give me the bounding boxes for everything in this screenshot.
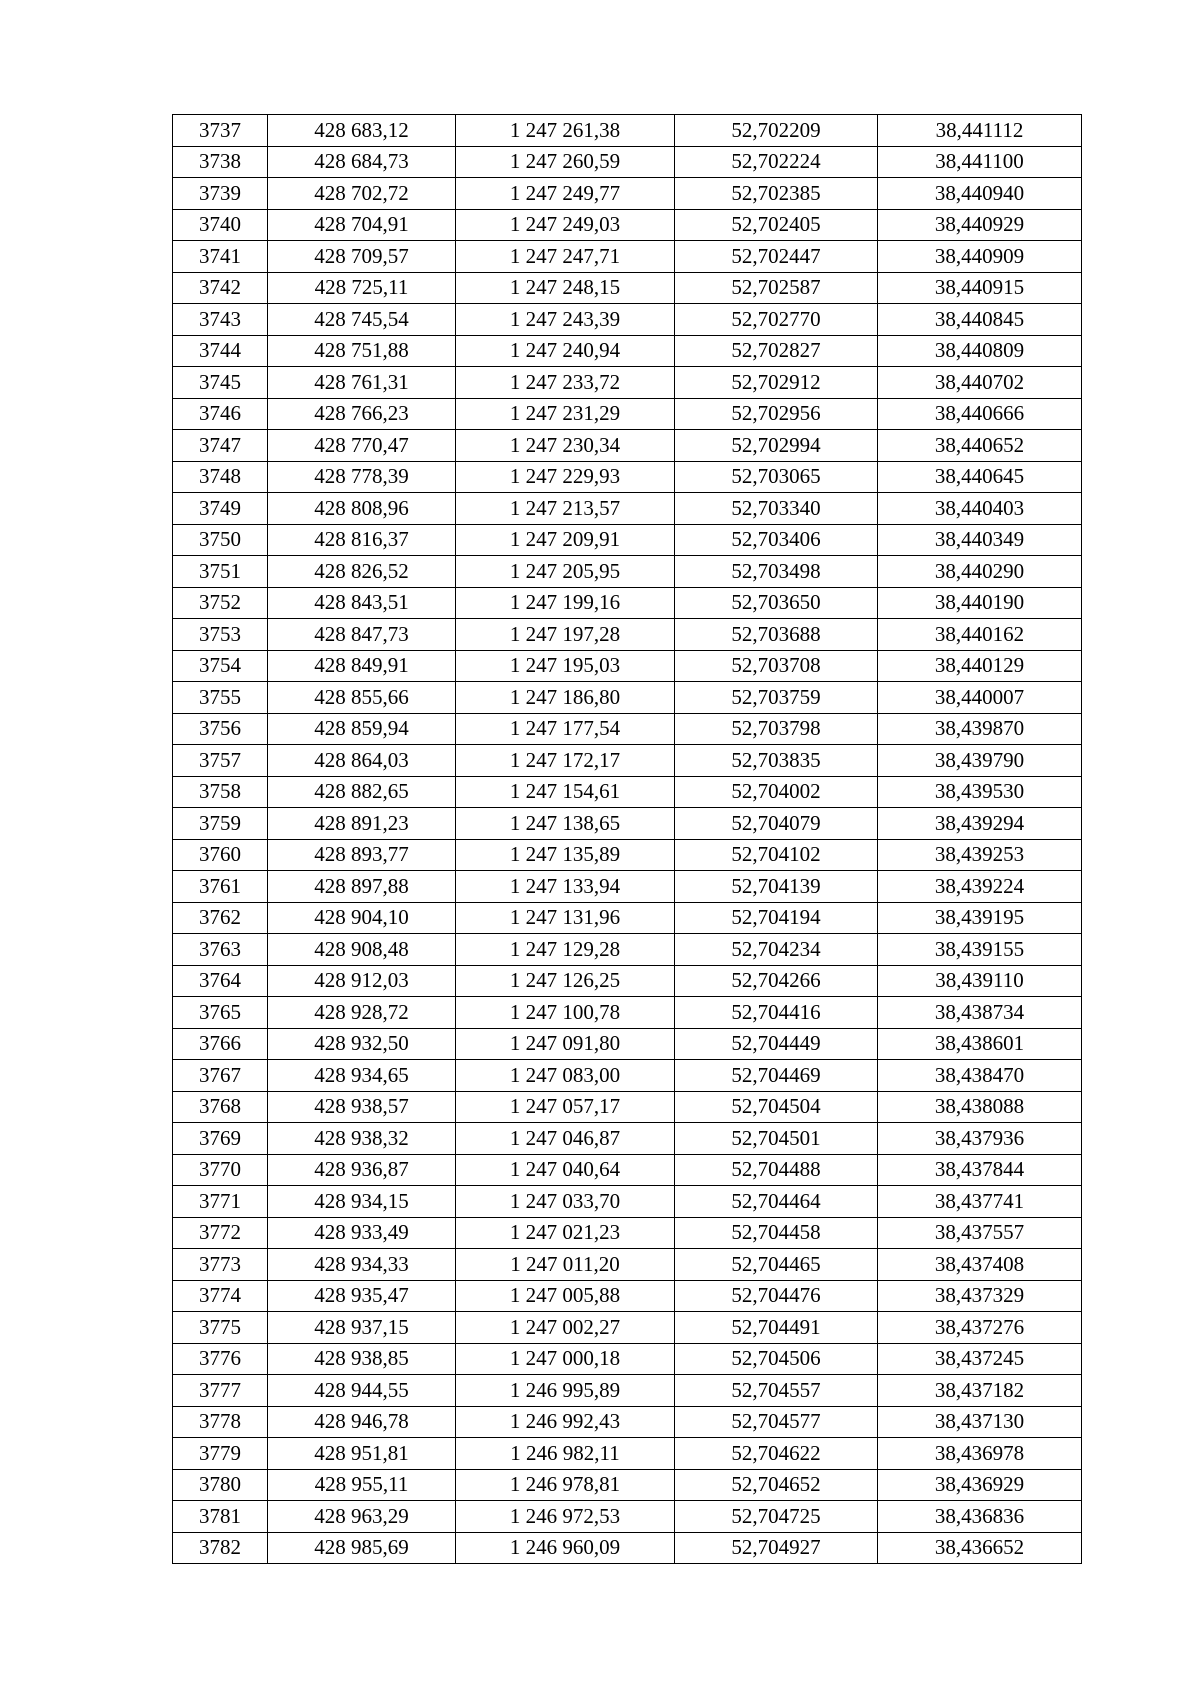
table-row <box>173 1060 1082 1092</box>
longitude-cell: 38,439195 <box>878 902 1082 934</box>
latitude-cell: 52,704194 <box>675 902 878 934</box>
y-coordinate-cell: 1 247 195,03 <box>456 650 675 682</box>
point-number-cell: 3766 <box>173 1028 268 1060</box>
point-number-cell: 3771 <box>173 1186 268 1218</box>
longitude-cell: 38,440702 <box>878 367 1082 399</box>
table-row <box>173 871 1082 903</box>
longitude-cell: 38,439790 <box>878 745 1082 777</box>
longitude-cell: 38,436929 <box>878 1469 1082 1501</box>
table-row <box>173 430 1082 462</box>
point-number-cell: 3767 <box>173 1060 268 1092</box>
x-coordinate-cell: 428 751,88 <box>268 335 456 367</box>
table-row <box>173 745 1082 777</box>
table-row <box>173 493 1082 525</box>
point-number-cell: 3765 <box>173 997 268 1029</box>
y-coordinate-cell: 1 247 261,38 <box>456 115 675 147</box>
table-row <box>173 682 1082 714</box>
table-row <box>173 902 1082 934</box>
table-row <box>173 1375 1082 1407</box>
longitude-cell: 38,438601 <box>878 1028 1082 1060</box>
latitude-cell: 52,704469 <box>675 1060 878 1092</box>
x-coordinate-cell: 428 938,57 <box>268 1091 456 1123</box>
latitude-cell: 52,704491 <box>675 1312 878 1344</box>
longitude-cell: 38,440940 <box>878 178 1082 210</box>
y-coordinate-cell: 1 247 154,61 <box>456 776 675 808</box>
longitude-cell: 38,440909 <box>878 241 1082 273</box>
table-row <box>173 556 1082 588</box>
y-coordinate-cell: 1 247 209,91 <box>456 524 675 556</box>
table-row <box>173 209 1082 241</box>
point-number-cell: 3753 <box>173 619 268 651</box>
x-coordinate-cell: 428 985,69 <box>268 1532 456 1564</box>
latitude-cell: 52,703406 <box>675 524 878 556</box>
table-row <box>173 115 1082 147</box>
table-row <box>173 965 1082 997</box>
point-number-cell: 3757 <box>173 745 268 777</box>
longitude-cell: 38,440666 <box>878 398 1082 430</box>
point-number-cell: 3769 <box>173 1123 268 1155</box>
table-row <box>173 398 1082 430</box>
table-row <box>173 1343 1082 1375</box>
point-number-cell: 3747 <box>173 430 268 462</box>
point-number-cell: 3750 <box>173 524 268 556</box>
table-row <box>173 1217 1082 1249</box>
table-row <box>173 524 1082 556</box>
y-coordinate-cell: 1 246 978,81 <box>456 1469 675 1501</box>
latitude-cell: 52,704725 <box>675 1501 878 1533</box>
table-row <box>173 1249 1082 1281</box>
point-number-cell: 3755 <box>173 682 268 714</box>
table-row <box>173 461 1082 493</box>
point-number-cell: 3741 <box>173 241 268 273</box>
y-coordinate-cell: 1 247 100,78 <box>456 997 675 1029</box>
latitude-cell: 52,704504 <box>675 1091 878 1123</box>
longitude-cell: 38,439294 <box>878 808 1082 840</box>
y-coordinate-cell: 1 247 186,80 <box>456 682 675 714</box>
y-coordinate-cell: 1 247 129,28 <box>456 934 675 966</box>
point-number-cell: 3776 <box>173 1343 268 1375</box>
latitude-cell: 52,702827 <box>675 335 878 367</box>
table-row <box>173 178 1082 210</box>
x-coordinate-cell: 428 891,23 <box>268 808 456 840</box>
y-coordinate-cell: 1 247 005,88 <box>456 1280 675 1312</box>
point-number-cell: 3751 <box>173 556 268 588</box>
latitude-cell: 52,702209 <box>675 115 878 147</box>
latitude-cell: 52,704476 <box>675 1280 878 1312</box>
x-coordinate-cell: 428 704,91 <box>268 209 456 241</box>
x-coordinate-cell: 428 847,73 <box>268 619 456 651</box>
x-coordinate-cell: 428 963,29 <box>268 1501 456 1533</box>
longitude-cell: 38,436836 <box>878 1501 1082 1533</box>
table-row <box>173 839 1082 871</box>
longitude-cell: 38,436652 <box>878 1532 1082 1564</box>
longitude-cell: 38,440845 <box>878 304 1082 336</box>
point-number-cell: 3754 <box>173 650 268 682</box>
point-number-cell: 3782 <box>173 1532 268 1564</box>
latitude-cell: 52,702912 <box>675 367 878 399</box>
longitude-cell: 38,440403 <box>878 493 1082 525</box>
point-number-cell: 3752 <box>173 587 268 619</box>
latitude-cell: 52,702224 <box>675 146 878 178</box>
latitude-cell: 52,704652 <box>675 1469 878 1501</box>
point-number-cell: 3746 <box>173 398 268 430</box>
table-row <box>173 776 1082 808</box>
x-coordinate-cell: 428 778,39 <box>268 461 456 493</box>
table-row <box>173 1501 1082 1533</box>
table-row <box>173 367 1082 399</box>
longitude-cell: 38,437329 <box>878 1280 1082 1312</box>
y-coordinate-cell: 1 247 177,54 <box>456 713 675 745</box>
x-coordinate-cell: 428 937,15 <box>268 1312 456 1344</box>
latitude-cell: 52,704622 <box>675 1438 878 1470</box>
latitude-cell: 52,704266 <box>675 965 878 997</box>
x-coordinate-cell: 428 946,78 <box>268 1406 456 1438</box>
longitude-cell: 38,440007 <box>878 682 1082 714</box>
y-coordinate-cell: 1 247 133,94 <box>456 871 675 903</box>
table-row <box>173 1532 1082 1564</box>
latitude-cell: 52,702447 <box>675 241 878 273</box>
longitude-cell: 38,440652 <box>878 430 1082 462</box>
y-coordinate-cell: 1 247 249,03 <box>456 209 675 241</box>
point-number-cell: 3762 <box>173 902 268 934</box>
y-coordinate-cell: 1 247 247,71 <box>456 241 675 273</box>
latitude-cell: 52,704139 <box>675 871 878 903</box>
point-number-cell: 3756 <box>173 713 268 745</box>
x-coordinate-cell: 428 897,88 <box>268 871 456 903</box>
longitude-cell: 38,437741 <box>878 1186 1082 1218</box>
table-row <box>173 997 1082 1029</box>
y-coordinate-cell: 1 247 033,70 <box>456 1186 675 1218</box>
x-coordinate-cell: 428 843,51 <box>268 587 456 619</box>
x-coordinate-cell: 428 702,72 <box>268 178 456 210</box>
latitude-cell: 52,704557 <box>675 1375 878 1407</box>
y-coordinate-cell: 1 247 172,17 <box>456 745 675 777</box>
y-coordinate-cell: 1 247 083,00 <box>456 1060 675 1092</box>
coordinates-table-body <box>173 115 1082 1564</box>
point-number-cell: 3778 <box>173 1406 268 1438</box>
table-row <box>173 1438 1082 1470</box>
longitude-cell: 38,438734 <box>878 997 1082 1029</box>
x-coordinate-cell: 428 908,48 <box>268 934 456 966</box>
longitude-cell: 38,437276 <box>878 1312 1082 1344</box>
x-coordinate-cell: 428 766,23 <box>268 398 456 430</box>
y-coordinate-cell: 1 247 233,72 <box>456 367 675 399</box>
table-row <box>173 1469 1082 1501</box>
point-number-cell: 3740 <box>173 209 268 241</box>
x-coordinate-cell: 428 938,85 <box>268 1343 456 1375</box>
table-row <box>173 1406 1082 1438</box>
point-number-cell: 3772 <box>173 1217 268 1249</box>
longitude-cell: 38,437557 <box>878 1217 1082 1249</box>
longitude-cell: 38,439530 <box>878 776 1082 808</box>
longitude-cell: 38,437844 <box>878 1154 1082 1186</box>
latitude-cell: 52,703708 <box>675 650 878 682</box>
latitude-cell: 52,703759 <box>675 682 878 714</box>
longitude-cell: 38,437182 <box>878 1375 1082 1407</box>
y-coordinate-cell: 1 247 046,87 <box>456 1123 675 1155</box>
point-number-cell: 3749 <box>173 493 268 525</box>
x-coordinate-cell: 428 934,65 <box>268 1060 456 1092</box>
longitude-cell: 38,440190 <box>878 587 1082 619</box>
y-coordinate-cell: 1 246 982,11 <box>456 1438 675 1470</box>
latitude-cell: 52,704234 <box>675 934 878 966</box>
point-number-cell: 3758 <box>173 776 268 808</box>
y-coordinate-cell: 1 247 091,80 <box>456 1028 675 1060</box>
table-row <box>173 272 1082 304</box>
x-coordinate-cell: 428 928,72 <box>268 997 456 1029</box>
x-coordinate-cell: 428 912,03 <box>268 965 456 997</box>
table-row <box>173 934 1082 966</box>
latitude-cell: 52,704458 <box>675 1217 878 1249</box>
longitude-cell: 38,440349 <box>878 524 1082 556</box>
latitude-cell: 52,703798 <box>675 713 878 745</box>
point-number-cell: 3745 <box>173 367 268 399</box>
longitude-cell: 38,437245 <box>878 1343 1082 1375</box>
longitude-cell: 38,439110 <box>878 965 1082 997</box>
latitude-cell: 52,702770 <box>675 304 878 336</box>
y-coordinate-cell: 1 246 995,89 <box>456 1375 675 1407</box>
longitude-cell: 38,438088 <box>878 1091 1082 1123</box>
longitude-cell: 38,439155 <box>878 934 1082 966</box>
table-row <box>173 304 1082 336</box>
latitude-cell: 52,702405 <box>675 209 878 241</box>
latitude-cell: 52,704102 <box>675 839 878 871</box>
latitude-cell: 52,702956 <box>675 398 878 430</box>
point-number-cell: 3773 <box>173 1249 268 1281</box>
x-coordinate-cell: 428 934,15 <box>268 1186 456 1218</box>
point-number-cell: 3759 <box>173 808 268 840</box>
coordinates-table <box>172 114 1082 1564</box>
point-number-cell: 3770 <box>173 1154 268 1186</box>
y-coordinate-cell: 1 247 002,27 <box>456 1312 675 1344</box>
table-row <box>173 241 1082 273</box>
x-coordinate-cell: 428 709,57 <box>268 241 456 273</box>
x-coordinate-cell: 428 944,55 <box>268 1375 456 1407</box>
point-number-cell: 3775 <box>173 1312 268 1344</box>
latitude-cell: 52,704501 <box>675 1123 878 1155</box>
point-number-cell: 3764 <box>173 965 268 997</box>
y-coordinate-cell: 1 246 960,09 <box>456 1532 675 1564</box>
x-coordinate-cell: 428 761,31 <box>268 367 456 399</box>
point-number-cell: 3777 <box>173 1375 268 1407</box>
longitude-cell: 38,441112 <box>878 115 1082 147</box>
longitude-cell: 38,440809 <box>878 335 1082 367</box>
longitude-cell: 38,439253 <box>878 839 1082 871</box>
point-number-cell: 3779 <box>173 1438 268 1470</box>
longitude-cell: 38,439870 <box>878 713 1082 745</box>
y-coordinate-cell: 1 247 248,15 <box>456 272 675 304</box>
table-row <box>173 1028 1082 1060</box>
x-coordinate-cell: 428 955,11 <box>268 1469 456 1501</box>
latitude-cell: 52,703688 <box>675 619 878 651</box>
point-number-cell: 3743 <box>173 304 268 336</box>
y-coordinate-cell: 1 246 972,53 <box>456 1501 675 1533</box>
x-coordinate-cell: 428 849,91 <box>268 650 456 682</box>
table-row <box>173 146 1082 178</box>
point-number-cell: 3763 <box>173 934 268 966</box>
longitude-cell: 38,438470 <box>878 1060 1082 1092</box>
table-row <box>173 1123 1082 1155</box>
x-coordinate-cell: 428 826,52 <box>268 556 456 588</box>
x-coordinate-cell: 428 808,96 <box>268 493 456 525</box>
x-coordinate-cell: 428 893,77 <box>268 839 456 871</box>
x-coordinate-cell: 428 855,66 <box>268 682 456 714</box>
point-number-cell: 3761 <box>173 871 268 903</box>
latitude-cell: 52,704465 <box>675 1249 878 1281</box>
y-coordinate-cell: 1 247 205,95 <box>456 556 675 588</box>
point-number-cell: 3744 <box>173 335 268 367</box>
longitude-cell: 38,437130 <box>878 1406 1082 1438</box>
longitude-cell: 38,439224 <box>878 871 1082 903</box>
y-coordinate-cell: 1 247 021,23 <box>456 1217 675 1249</box>
latitude-cell: 52,703340 <box>675 493 878 525</box>
point-number-cell: 3748 <box>173 461 268 493</box>
latitude-cell: 52,704506 <box>675 1343 878 1375</box>
point-number-cell: 3737 <box>173 115 268 147</box>
y-coordinate-cell: 1 247 199,16 <box>456 587 675 619</box>
x-coordinate-cell: 428 882,65 <box>268 776 456 808</box>
latitude-cell: 52,704927 <box>675 1532 878 1564</box>
y-coordinate-cell: 1 247 131,96 <box>456 902 675 934</box>
latitude-cell: 52,703065 <box>675 461 878 493</box>
longitude-cell: 38,441100 <box>878 146 1082 178</box>
table-row <box>173 587 1082 619</box>
table-row <box>173 1312 1082 1344</box>
y-coordinate-cell: 1 247 135,89 <box>456 839 675 871</box>
table-row <box>173 808 1082 840</box>
latitude-cell: 52,702385 <box>675 178 878 210</box>
y-coordinate-cell: 1 247 040,64 <box>456 1154 675 1186</box>
latitude-cell: 52,704416 <box>675 997 878 1029</box>
x-coordinate-cell: 428 951,81 <box>268 1438 456 1470</box>
table-row <box>173 335 1082 367</box>
longitude-cell: 38,440162 <box>878 619 1082 651</box>
x-coordinate-cell: 428 934,33 <box>268 1249 456 1281</box>
table-row <box>173 1280 1082 1312</box>
longitude-cell: 38,440929 <box>878 209 1082 241</box>
x-coordinate-cell: 428 745,54 <box>268 304 456 336</box>
y-coordinate-cell: 1 247 229,93 <box>456 461 675 493</box>
longitude-cell: 38,440290 <box>878 556 1082 588</box>
latitude-cell: 52,702587 <box>675 272 878 304</box>
point-number-cell: 3760 <box>173 839 268 871</box>
x-coordinate-cell: 428 683,12 <box>268 115 456 147</box>
x-coordinate-cell: 428 816,37 <box>268 524 456 556</box>
x-coordinate-cell: 428 933,49 <box>268 1217 456 1249</box>
table-row <box>173 619 1082 651</box>
y-coordinate-cell: 1 247 197,28 <box>456 619 675 651</box>
table-row <box>173 1186 1082 1218</box>
longitude-cell: 38,440129 <box>878 650 1082 682</box>
table-row <box>173 1154 1082 1186</box>
y-coordinate-cell: 1 247 057,17 <box>456 1091 675 1123</box>
latitude-cell: 52,704488 <box>675 1154 878 1186</box>
y-coordinate-cell: 1 247 138,65 <box>456 808 675 840</box>
x-coordinate-cell: 428 859,94 <box>268 713 456 745</box>
y-coordinate-cell: 1 247 011,20 <box>456 1249 675 1281</box>
latitude-cell: 52,704079 <box>675 808 878 840</box>
longitude-cell: 38,440915 <box>878 272 1082 304</box>
latitude-cell: 52,704002 <box>675 776 878 808</box>
longitude-cell: 38,436978 <box>878 1438 1082 1470</box>
y-coordinate-cell: 1 247 260,59 <box>456 146 675 178</box>
latitude-cell: 52,704464 <box>675 1186 878 1218</box>
longitude-cell: 38,437936 <box>878 1123 1082 1155</box>
y-coordinate-cell: 1 246 992,43 <box>456 1406 675 1438</box>
x-coordinate-cell: 428 932,50 <box>268 1028 456 1060</box>
latitude-cell: 52,703650 <box>675 587 878 619</box>
x-coordinate-cell: 428 725,11 <box>268 272 456 304</box>
point-number-cell: 3781 <box>173 1501 268 1533</box>
latitude-cell: 52,703835 <box>675 745 878 777</box>
latitude-cell: 52,703498 <box>675 556 878 588</box>
y-coordinate-cell: 1 247 231,29 <box>456 398 675 430</box>
x-coordinate-cell: 428 684,73 <box>268 146 456 178</box>
latitude-cell: 52,704449 <box>675 1028 878 1060</box>
latitude-cell: 52,704577 <box>675 1406 878 1438</box>
y-coordinate-cell: 1 247 000,18 <box>456 1343 675 1375</box>
y-coordinate-cell: 1 247 126,25 <box>456 965 675 997</box>
table-row <box>173 1091 1082 1123</box>
point-number-cell: 3742 <box>173 272 268 304</box>
x-coordinate-cell: 428 770,47 <box>268 430 456 462</box>
longitude-cell: 38,437408 <box>878 1249 1082 1281</box>
y-coordinate-cell: 1 247 240,94 <box>456 335 675 367</box>
table-row <box>173 713 1082 745</box>
y-coordinate-cell: 1 247 243,39 <box>456 304 675 336</box>
y-coordinate-cell: 1 247 249,77 <box>456 178 675 210</box>
x-coordinate-cell: 428 864,03 <box>268 745 456 777</box>
y-coordinate-cell: 1 247 230,34 <box>456 430 675 462</box>
y-coordinate-cell: 1 247 213,57 <box>456 493 675 525</box>
longitude-cell: 38,440645 <box>878 461 1082 493</box>
x-coordinate-cell: 428 935,47 <box>268 1280 456 1312</box>
x-coordinate-cell: 428 938,32 <box>268 1123 456 1155</box>
x-coordinate-cell: 428 936,87 <box>268 1154 456 1186</box>
point-number-cell: 3780 <box>173 1469 268 1501</box>
point-number-cell: 3739 <box>173 178 268 210</box>
point-number-cell: 3774 <box>173 1280 268 1312</box>
table-row <box>173 650 1082 682</box>
point-number-cell: 3738 <box>173 146 268 178</box>
latitude-cell: 52,702994 <box>675 430 878 462</box>
x-coordinate-cell: 428 904,10 <box>268 902 456 934</box>
point-number-cell: 3768 <box>173 1091 268 1123</box>
